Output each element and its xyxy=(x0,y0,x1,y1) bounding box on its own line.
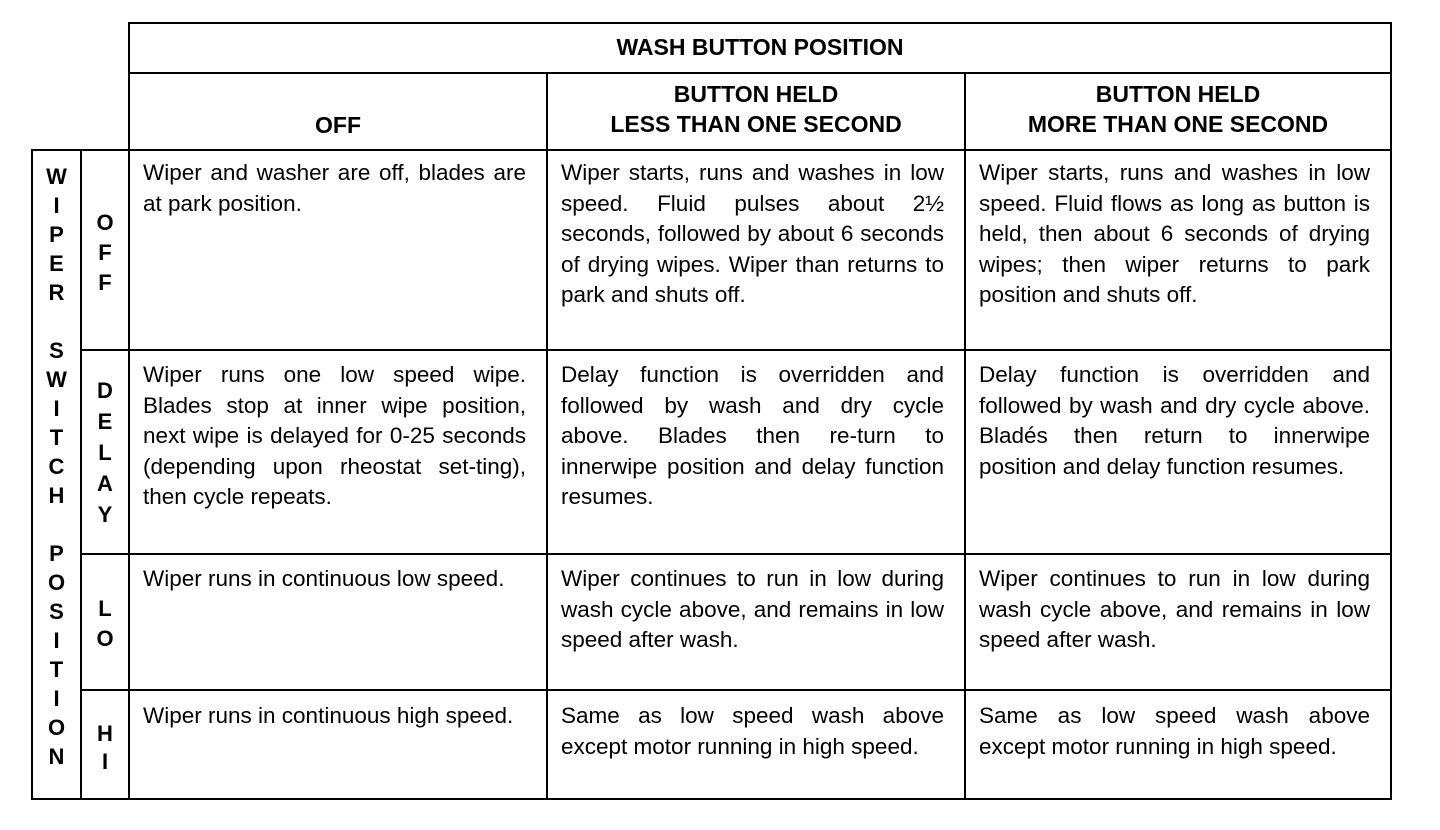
cell-lo-more: Wiper continues to run in low during wash cycle above, and remains in low speed after wash. xyxy=(979,566,1370,652)
cell-off-less: Wiper starts, runs and washes in low speed. Fluid pulses about 2½ seconds, followed by about 6 seconds of drying wipes. Wiper than returns to park and shuts off. xyxy=(561,160,944,307)
row-label-off: O F F xyxy=(96,210,114,295)
cell-hi-less: Same as low speed wash above except motor running in high speed. xyxy=(561,703,944,759)
row-label-lo: L O xyxy=(96,596,114,651)
cell-hi-more: Same as low speed wash above except motor running in high speed. xyxy=(979,703,1370,759)
wiper-switch-position-label: W I P E R S W I T C H P O S I T I O N xyxy=(46,164,67,769)
cell-lo-off: Wiper runs in continuous low speed. xyxy=(143,566,505,591)
row-label-delay: D E L A Y xyxy=(97,378,113,527)
column-header-off-label: OFF xyxy=(315,112,361,138)
row-label-hi: H I xyxy=(97,721,113,774)
cell-delay-less: Delay function is overridden and followed by wash and dry cycle above. Blades then re-turn to innerwipe position and delay function resumes. xyxy=(561,362,944,509)
cell-hi-off: Wiper runs in continuous high speed. xyxy=(143,703,514,728)
cell-off-off: Wiper and washer are off, blades are at park position. xyxy=(143,160,526,216)
cell-delay-off: Wiper runs one low speed wipe. Blades stop at inner wipe position, next wipe is delayed for 0-25 seconds (depending upon rheostat set-ting), then cycle repeats. xyxy=(143,362,526,509)
column-header-more-than-one-second-label: BUTTON HELD MORE THAN ONE SECOND xyxy=(1027,81,1329,137)
column-header-less-than-one-second-label: BUTTON HELD LESS THAN ONE SECOND xyxy=(610,81,902,137)
cell-off-more: Wiper starts, runs and washes in low speed. Fluid flows as long as button is held, then about 6 seconds of drying wipes; then wiper returns to park position and shuts off. xyxy=(979,160,1370,307)
cell-delay-more: Delay function is overridden and followed by wash and dry cycle above. Bladés then return to innerwipe position and delay function resumes. xyxy=(979,362,1370,479)
wash-button-position-title: WASH BUTTON POSITION xyxy=(616,34,904,60)
cell-lo-less: Wiper continues to run in low during wash cycle above, and remains in low speed after wash. xyxy=(561,566,944,652)
